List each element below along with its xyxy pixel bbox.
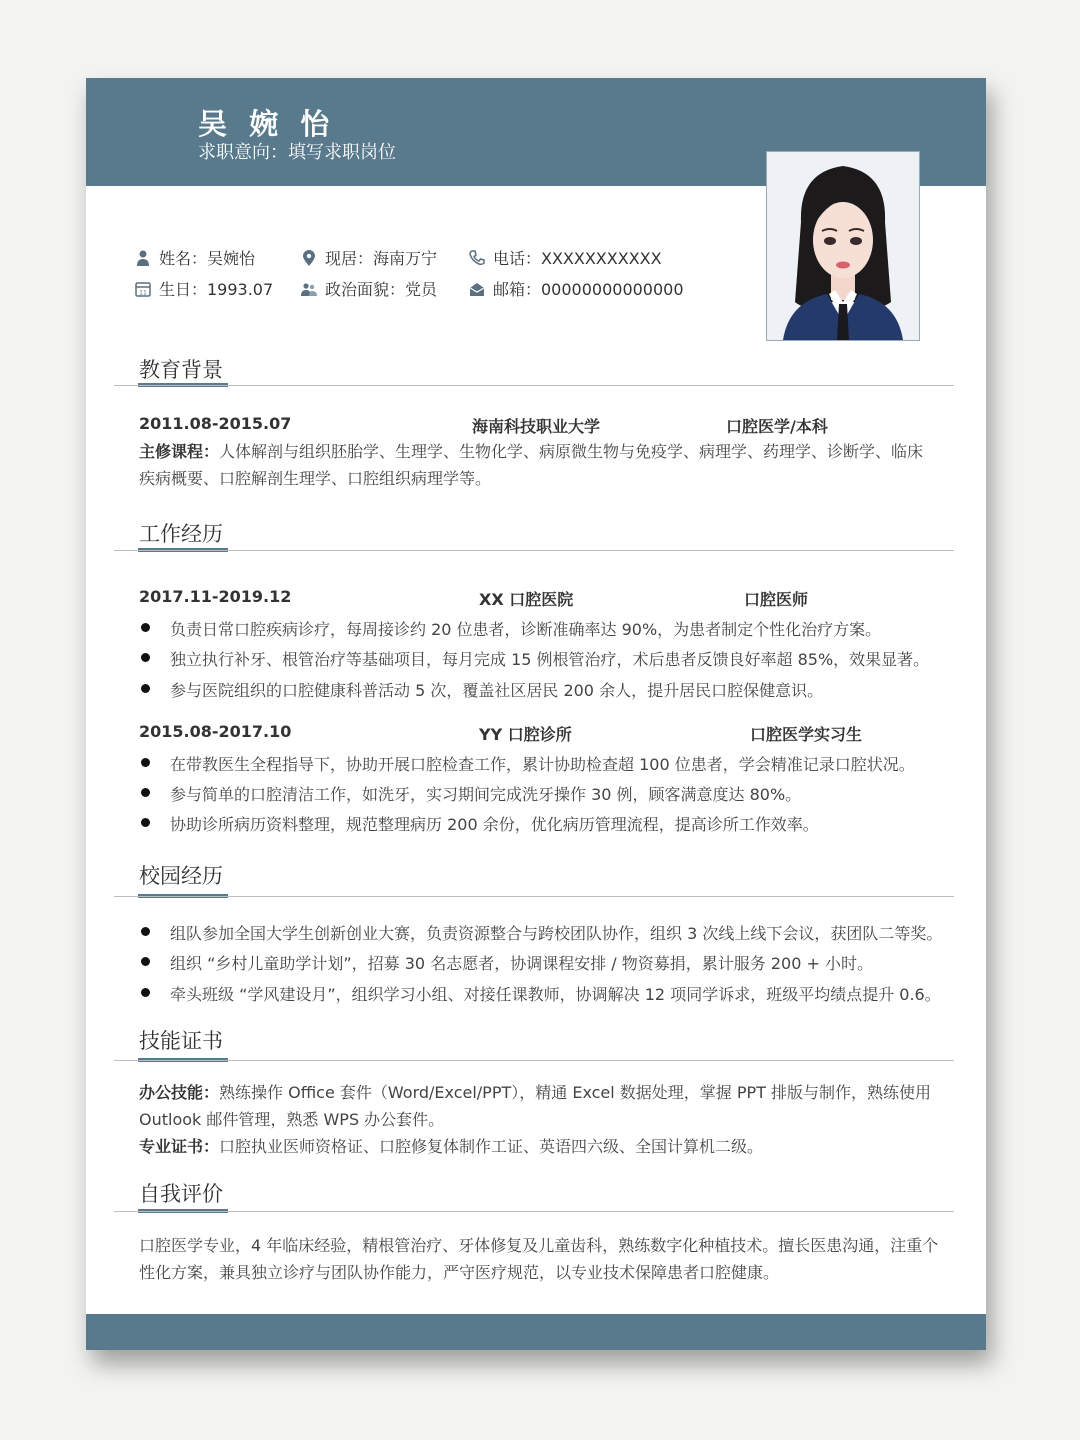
skills-cert	[139, 1133, 939, 1160]
education-major: 口腔医学/本科	[726, 417, 828, 436]
bullet-dot	[141, 818, 150, 827]
bullet-dot	[141, 758, 150, 767]
skills-office	[139, 1079, 939, 1133]
self-eval-text: 口腔医学专业，4 年临床经验，精根管治疗、牙体修复及儿童齿科，熟练数字化种植技术。擅长医患沟通，注重个性化方案，兼具独立诊疗与团队协作能力，严守医疗规范，以专业技术保障患者口腔健康。	[139, 1236, 939, 1282]
job-period: 2017.11-2019.12	[139, 587, 292, 606]
section-rule	[114, 385, 954, 386]
info-politics-text: 政治面貌：党员	[325, 280, 438, 299]
mail-icon	[468, 280, 486, 298]
section-title-skills: 技能证书	[139, 1029, 223, 1053]
bullet-dot	[141, 788, 150, 797]
info-phone-text: 电话：XXXXXXXXXXX	[493, 249, 662, 268]
office-label: 办公技能：	[139, 1083, 220, 1102]
bullet-dot	[141, 653, 150, 662]
footer-band	[86, 1314, 986, 1350]
education-period: 2011.08-2015.07	[139, 414, 292, 433]
person-icon	[134, 249, 152, 267]
bullet-text: 协助诊所病历资料整理，规范整理病历 200 余份，优化病历管理流程，提高诊所工作效率。	[170, 815, 819, 834]
info-email	[468, 277, 684, 300]
section-title-work: 工作经历	[139, 522, 223, 546]
bullet-dot	[141, 623, 150, 632]
education-school: 海南科技职业大学	[472, 417, 601, 436]
section-title-self-eval: 自我评价	[139, 1182, 223, 1206]
section-rule	[114, 1060, 954, 1061]
info-name	[134, 246, 255, 269]
svg-text:11: 11	[139, 289, 147, 296]
office-text: 熟练操作 Office 套件（Word/Excel/PPT），精通 Excel 数据处理，掌握 PPT 排版与制作，熟练使用 Outlook 邮件管理，熟悉 WPS 办公套件。	[139, 1083, 932, 1129]
info-email-text: 邮箱：00000000000000	[493, 280, 684, 299]
bullet-text: 参与医院组织的口腔健康科普活动 5 次，覆盖社区居民 200 余人，提升居民口腔保健意识。	[170, 681, 824, 700]
education-courses	[139, 438, 939, 492]
bullet-text: 负责日常口腔疾病诊疗，每周接诊约 20 位患者，诊断准确率达 90%，为患者制定个性化治疗方案。	[170, 620, 882, 639]
bullet-text: 牵头班级 “学风建设月”，组织学习小组、对接任课教师，协调解决 12 项同学诉求，班级平均绩点提升 0.6。	[170, 985, 941, 1004]
bullet-text: 独立执行补牙、根管治疗等基础项目，每月完成 15 例根管治疗，术后患者反馈良好率超 85%，效果显著。	[170, 650, 930, 669]
section-title-campus: 校园经历	[139, 864, 223, 888]
job-org: XX 口腔医院	[479, 590, 574, 609]
info-birth-text: 生日：1993.07	[159, 280, 274, 299]
profile-photo	[766, 151, 920, 341]
location-pin-icon	[300, 249, 318, 267]
bullet-text: 组队参加全国大学生创新创业大赛，负责资源整合与跨校团队协作，组织 3 次线上线下会议，获团队二等奖。	[170, 924, 943, 943]
candidate-name: 吴 婉 怡	[198, 107, 336, 141]
bullet-text: 组织 “乡村儿童助学计划”，招募 30 名志愿者，协调课程安排 / 物资募捐，累计服务 200 + 小时。	[170, 954, 873, 973]
info-phone	[468, 246, 662, 269]
job-role: 口腔医师	[744, 590, 809, 609]
bullet-dot	[141, 957, 150, 966]
job-org: YY 口腔诊所	[479, 725, 572, 744]
cert-label: 专业证书：	[139, 1137, 220, 1156]
cert-text: 口腔执业医师资格证、口腔修复体制作工证、英语四六级、全国计算机二级。	[219, 1137, 764, 1156]
job-role: 口腔医学实习生	[750, 725, 863, 744]
section-rule	[114, 1211, 954, 1212]
bullet-dot	[141, 684, 150, 693]
calendar-icon	[134, 280, 152, 298]
section-title-education: 教育背景	[139, 358, 223, 382]
info-residence	[300, 246, 437, 269]
bullet-dot	[141, 988, 150, 997]
phone-icon	[468, 249, 486, 267]
info-birth	[134, 277, 273, 300]
bullet-text: 参与简单的口腔清洁工作，如洗牙，实习期间完成洗牙操作 30 例，顾客满意度达 80%。	[170, 785, 802, 804]
bullet-text: 在带教医生全程指导下，协助开展口腔检查工作，累计协助检查超 100 位患者，学会精准记录口腔状况。	[170, 755, 915, 774]
info-residence-text: 现居：海南万宁	[325, 249, 438, 268]
info-name-text: 姓名：吴婉怡	[159, 249, 256, 268]
job-intent: 求职意向：填写求职岗位	[198, 142, 396, 163]
courses-label: 主修课程：	[139, 442, 220, 461]
info-politics	[300, 277, 437, 300]
courses-text: 人体解剖与组织胚胎学、生理学、生物化学、病原微生物与免疫学、病理学、药理学、诊断学、临床疾病概要、口腔解剖生理学、口腔组织病理学等。	[139, 442, 924, 488]
bullet-dot	[141, 927, 150, 936]
section-rule	[114, 550, 954, 551]
section-rule	[114, 896, 954, 897]
job-period: 2015.08-2017.10	[139, 722, 292, 741]
people-icon	[300, 280, 318, 298]
resume-page	[86, 78, 986, 1350]
